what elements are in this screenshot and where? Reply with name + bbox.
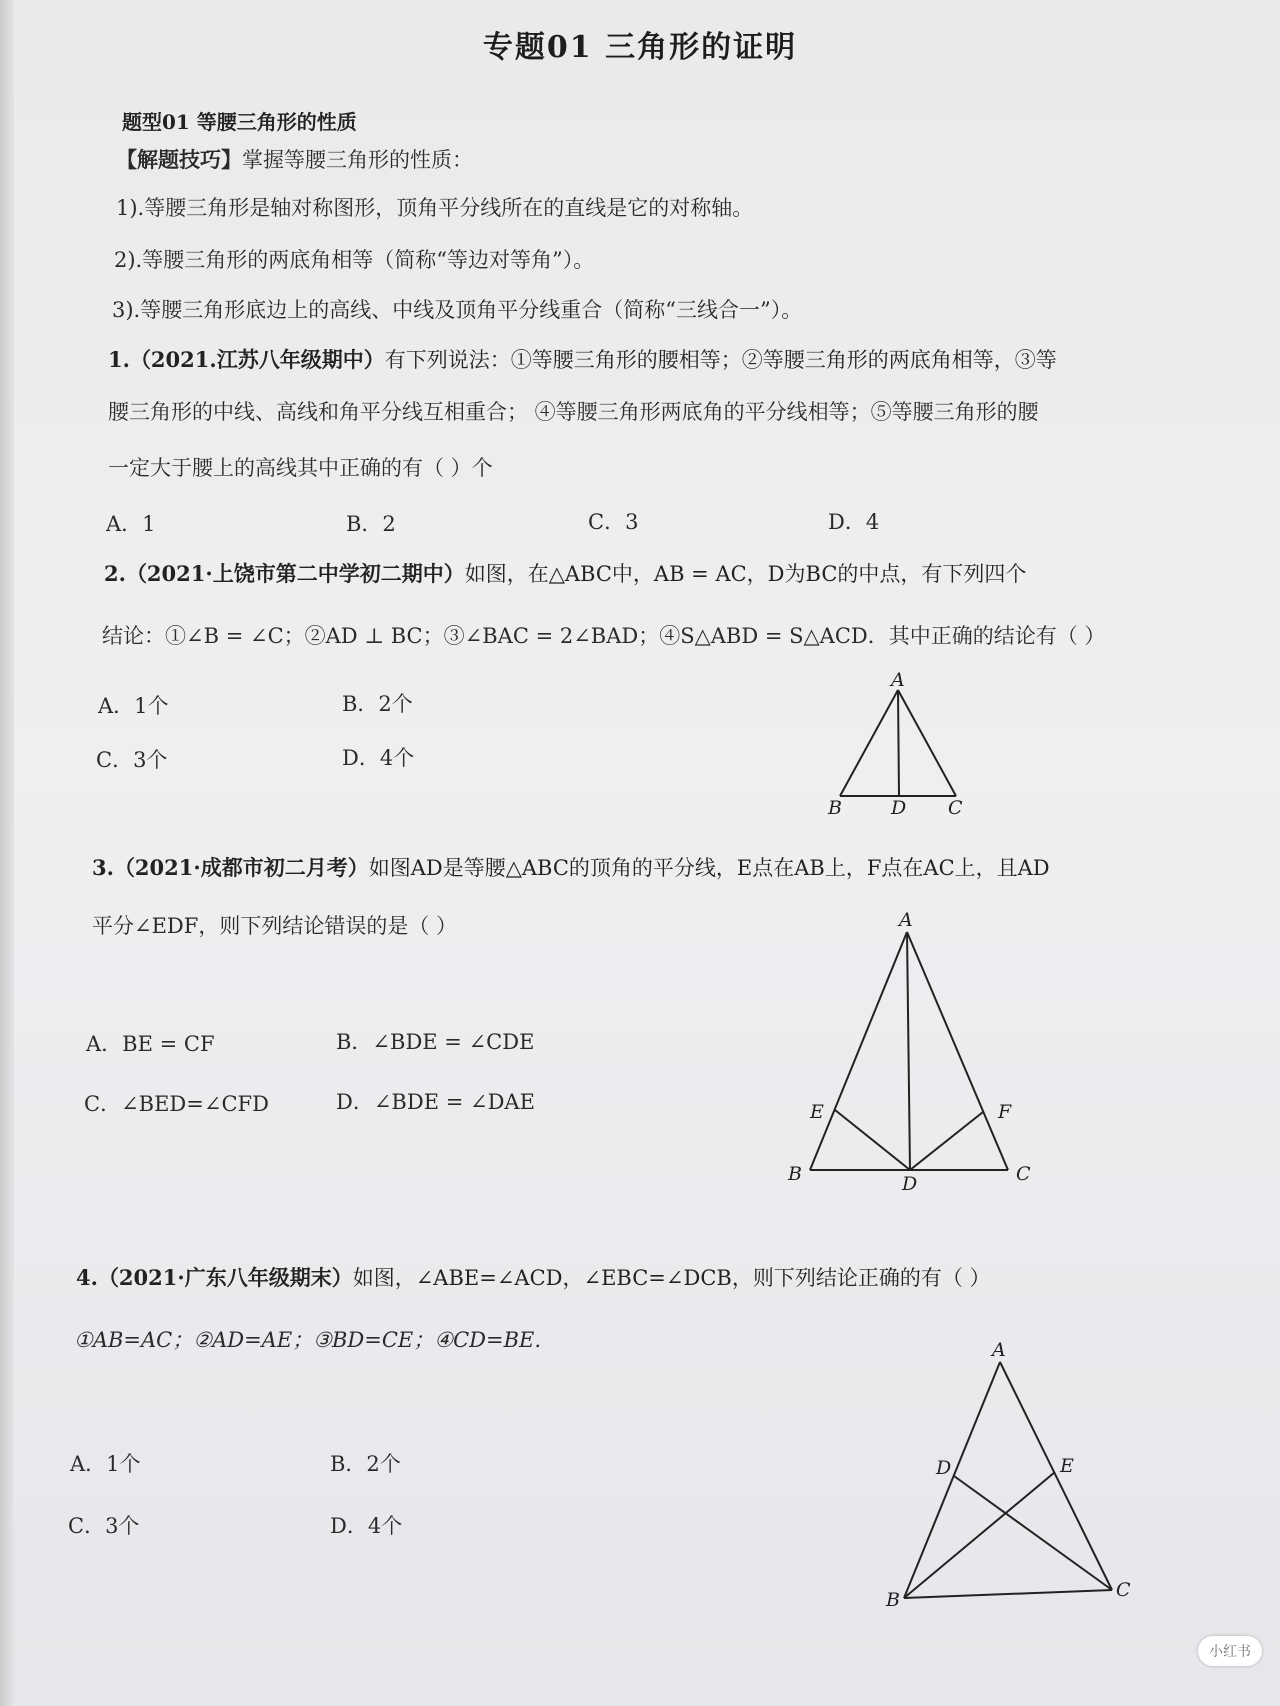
q4-label-d: D [936,1457,952,1479]
q3-label-d: D [902,1173,918,1195]
q3-line2: 平分∠EDF，则下列结论错误的是（ ） [92,914,458,938]
q2-line1 [104,558,1026,588]
q3-triangle-figure [780,900,1040,1200]
q4-text-1: 如图，∠ABE=∠ACD，∠EBC=∠DCB，则下列结论正确的有（ ） [352,1266,991,1290]
tip-label: 【解题技巧】 [116,147,242,172]
q2-source: （2021·上饶市第二中学初二期中） [125,561,465,586]
q2-text-1: 如图，在△ABC中，AB = AC，D为BC的中点，有下列四个 [464,562,1027,586]
q2-number: 2. [104,561,126,586]
q2-label-a: A [891,669,905,691]
q1-source: （2021.江苏八年级期中） [129,347,385,372]
q2-side-ab [840,690,898,796]
q2-side-ac [898,690,956,796]
q3-segment-de [835,1110,910,1170]
q3-option-c[interactable]: C．∠BED=∠CFD [84,1092,269,1116]
q1-option-b[interactable]: B．2 [346,512,396,536]
page-edge [0,0,14,1706]
q3-label-b: B [788,1163,802,1185]
q2-option-c[interactable]: C．3个 [96,748,168,772]
q3-text-1: 如图AD是等腰△ABC的顶角的平分线，E点在AB上，F点在AC上，且AD [368,856,1050,880]
q3-label-e: E [810,1101,824,1123]
q3-side-ac [907,932,1008,1170]
q4-label-e: E [1060,1455,1074,1477]
q2-label-c: C [948,797,963,818]
q3-source: （2021·成都市初二月考） [113,855,369,880]
q2-median-ad [898,690,899,796]
q4-side-ab [904,1362,1000,1598]
q1-number: 1. [108,347,130,372]
q1-text-1: 有下列说法：①等腰三角形的腰相等；②等腰三角形的两底角相等，③等 [384,348,1057,372]
q2-label-d: D [891,797,907,818]
q3-segment-df [910,1112,983,1170]
q4-source: （2021·广东八年级期末） [97,1265,353,1290]
q4-option-d[interactable]: D．4个 [330,1514,403,1538]
q4-triangle-figure [870,1330,1160,1620]
q2-option-d[interactable]: D．4个 [342,746,415,770]
q1-line3: 一定大于腰上的高线其中正确的有（ ）个 [108,456,493,480]
q4-number: 4. [76,1265,98,1290]
q4-label-c: C [1116,1579,1131,1601]
q4-segment-cd [954,1476,1112,1590]
q3-option-a[interactable]: A．BE = CF [86,1032,215,1056]
q2-line2: 结论：①∠B = ∠C；②AD ⊥ BC；③∠BAC = 2∠BAD；④S△ABD = S△ACD．其中正确的结论有（ ） [102,624,1106,648]
q1-option-a[interactable]: A．1 [106,512,156,536]
q1-option-d[interactable]: D．4 [828,510,880,534]
q4-label-a: A [992,1339,1006,1361]
xiaohongshu-watermark: 小红书 [1198,1636,1262,1666]
q3-label-c: C [1016,1163,1031,1185]
q2-triangle-figure [820,668,980,818]
q2-option-b[interactable]: B．2个 [342,692,413,716]
q4-line2: ①AB=AC；②AD=AE；③BD=CE；④CD=BE. [74,1328,542,1352]
q4-label-b: B [886,1589,900,1611]
q3-line1 [92,852,1050,882]
q1-line2: 腰三角形的中线、高线和角平分线互相重合； ④等腰三角形两底角的平分线相等；⑤等腰三角形的腰 [108,400,1039,424]
page-title: 专题01 三角形的证明 [482,30,798,65]
q3-option-b[interactable]: B．∠BDE = ∠CDE [336,1030,535,1054]
q3-label-f: F [998,1101,1012,1123]
q3-side-ab [810,932,907,1170]
q4-segment-be [904,1472,1055,1598]
q3-option-d[interactable]: D．∠BDE = ∠DAE [336,1090,535,1114]
q4-option-c[interactable]: C．3个 [68,1514,140,1538]
tip-point-3: 3).等腰三角形底边上的高线、中线及顶角平分线重合（简称“三线合一”）。 [112,298,803,322]
tip-text: 掌握等腰三角形的性质： [242,148,473,172]
tip-line [116,144,473,174]
q1-option-c[interactable]: C．3 [588,510,639,534]
q4-option-b[interactable]: B．2个 [330,1452,401,1476]
q3-bisector-ad [907,932,910,1170]
q1-line1 [108,344,1057,374]
tip-point-1: 1).等腰三角形是轴对称图形，顶角平分线所在的直线是它的对称轴。 [116,196,754,220]
q3-label-a: A [899,909,913,931]
q4-line1 [76,1262,991,1292]
tip-point-2: 2).等腰三角形的两底角相等（简称“等边对等角”）。 [114,248,595,272]
section-heading: 题型01 等腰三角形的性质 [122,110,357,134]
q4-option-a[interactable]: A．1个 [70,1452,141,1476]
q2-option-a[interactable]: A．1个 [98,694,169,718]
q4-side-bc [904,1590,1112,1598]
q2-label-b: B [828,797,842,818]
q4-side-ac [1000,1362,1112,1590]
q3-number: 3. [92,855,114,880]
